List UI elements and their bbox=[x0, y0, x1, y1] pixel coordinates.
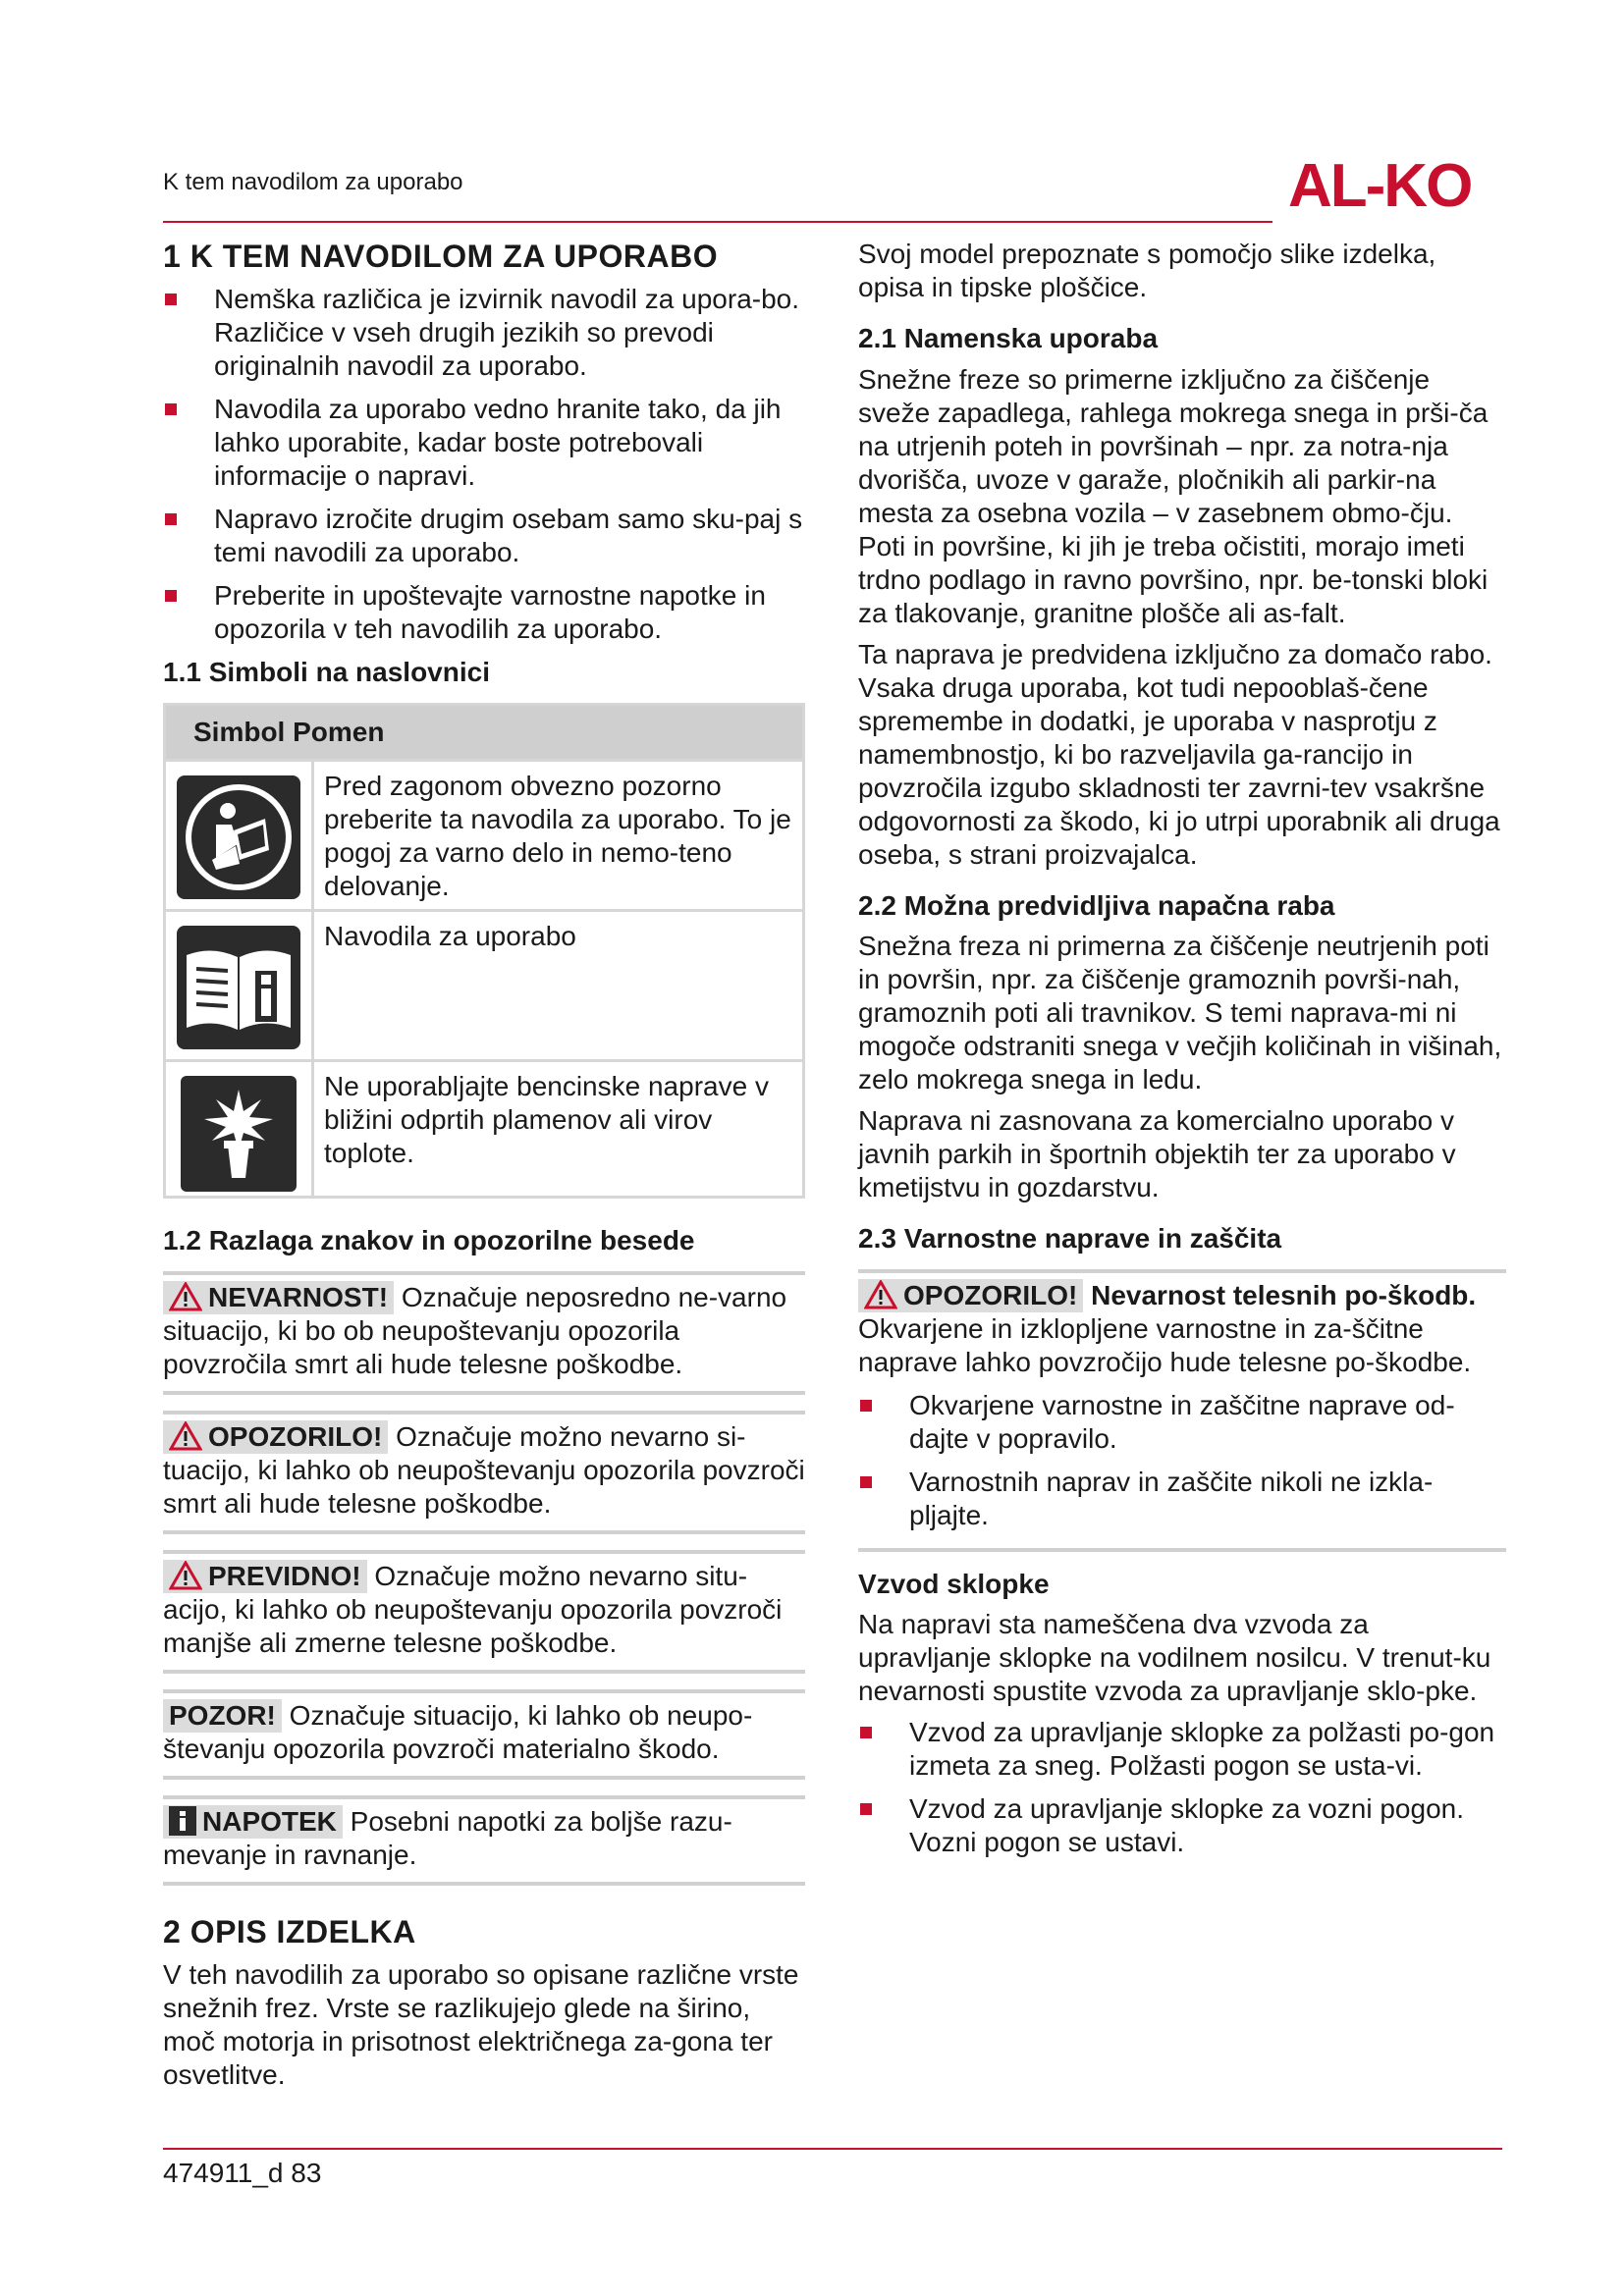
table-row bbox=[166, 909, 802, 1059]
warning-label: OPOZORILO! bbox=[858, 1279, 1083, 1312]
clutch-lever-paragraph: Na napravi sta nameščena dva vzvoda za upravljanje sklopke na vodilnem nosilcu. V trenut-ku nevarnosti spustite vzvoda za upravljanje sklo-pke. bbox=[858, 1609, 1491, 1707]
caution-text: Označuje možno nevarno situ-acijo, ki lahko ob neupoštevanju opozorila povzroči manjše ali zmerne telesne poškodbe. bbox=[163, 1560, 783, 1658]
safety-warning-notice bbox=[858, 1269, 1506, 1552]
bullet-icon bbox=[165, 403, 177, 415]
warning-triangle-icon bbox=[169, 1282, 202, 1311]
misuse-paragraph-2: Naprava ni zasnovana za komercialno uporabo v javnih parkih in športnih objektih ter za uporabo v kmetijstvu in gozdarstvu. bbox=[858, 1105, 1456, 1203]
note-notice bbox=[163, 1795, 805, 1886]
model-paragraph: Svoj model prepoznate s pomočjo slike izdelka, opisa in tipske ploščice. bbox=[858, 239, 1436, 302]
danger-notice bbox=[163, 1271, 805, 1395]
warning-text: Označuje možno nevarno si-tuacijo, ki lahko ob neupoštevanju opozorila povzroči smrt ali hude telesne poškodbe. bbox=[163, 1420, 805, 1519]
clutch-lever-heading: Vzvod sklopke bbox=[858, 1568, 1050, 1599]
bullet-icon bbox=[860, 1803, 872, 1815]
table-row bbox=[166, 759, 802, 909]
warning-notice bbox=[163, 1411, 805, 1534]
bullet-icon bbox=[860, 1400, 872, 1412]
list-item: Okvarjene varnostne in zaščitne naprave od-dajte v popravilo. bbox=[858, 1389, 1506, 1456]
no-open-flame-icon bbox=[181, 1076, 297, 1192]
intended-use-paragraph-1: Snežne freze so primerne izključno za čiščenje sveže zapadlega, rahlega mokrega snega in prši-ča na utrjenih poteh in površinah – npr. za notra-nja dvorišča, uvoze v garaže, pločnikih ali parkir-na mesta za osebna vozila – v zasebnem obmo-čju. Poti in površine, ki jih je treba očistiti, morajo imeti trdno podlago in ravno površino, npr. be-tonski bloki za tlakovanje, granitne plošče ali as-falt. bbox=[858, 363, 1489, 628]
left-column bbox=[163, 238, 805, 2100]
footer-rule bbox=[163, 2148, 1502, 2150]
list-item: Varnostnih naprav in zaščite nikoli ne izkla-pljajte. bbox=[858, 1466, 1506, 1532]
warning-triangle-icon bbox=[864, 1280, 897, 1309]
bullet-icon bbox=[860, 1727, 872, 1738]
attention-notice bbox=[163, 1689, 805, 1780]
warning-label: OPOZORILO! bbox=[163, 1420, 388, 1454]
danger-label: NEVARNOST! bbox=[163, 1281, 394, 1314]
warning-text: Okvarjene in izklopljene varnostne in za-ščitne naprave lahko povzročijo hude telesne po-škodbe. bbox=[858, 1312, 1472, 1377]
clutch-bullets bbox=[858, 1716, 1506, 1859]
right-column bbox=[858, 238, 1506, 1869]
attention-text: Označuje situacijo, ki lahko ob neupo-števanju opozorila povzroči materialno škodo. bbox=[163, 1699, 753, 1764]
caution-notice bbox=[163, 1550, 805, 1674]
section-1-1-heading: 1.1 Simboli na naslovnici bbox=[163, 657, 490, 688]
section-2-heading: 2 OPIS IZDELKA bbox=[163, 1913, 416, 1949]
bullet-icon bbox=[165, 513, 177, 525]
section-1-2-heading: 1.2 Razlaga znakov in opozorilne besede bbox=[163, 1224, 695, 1255]
table-cell: Pred zagonom obvezno pozorno preberite ta navodila za uporabo. To je pogoj za varno delo in nemo-teno delovanje. bbox=[324, 770, 791, 901]
bullet-icon bbox=[165, 294, 177, 305]
bullet-icon bbox=[860, 1476, 872, 1488]
section-2-2-heading: 2.2 Možna predvidljiva napačna raba bbox=[858, 889, 1335, 921]
manual-info-icon bbox=[177, 926, 300, 1049]
section-1-heading: 1 K TEM NAVODILOM ZA UPORABO bbox=[163, 239, 719, 274]
header-rule bbox=[163, 221, 1272, 223]
section-2-3-heading: 2.3 Varnostne naprave in zaščita bbox=[858, 1223, 1282, 1255]
note-text: Posebni napotki za boljše razu-mevanje in ravnanje. bbox=[163, 1805, 732, 1870]
warning-triangle-icon bbox=[169, 1421, 202, 1451]
warning-bold-text: Nevarnost telesnih po-škodb. bbox=[1083, 1279, 1477, 1310]
header-title: K tem navodilom za uporabo bbox=[163, 169, 463, 195]
safety-bullets bbox=[858, 1389, 1506, 1532]
danger-text: Označuje neposredno ne-varno situacijo, ki bo ob neupoštevanju opozorila povzročila smrt ali hude telesne poškodbe. bbox=[163, 1281, 787, 1379]
read-manual-icon bbox=[177, 775, 300, 899]
list-item: Vzvod za upravljanje sklopke za polžasti po-gon izmeta za sneg. Polžasti pogon se usta-vi. bbox=[858, 1716, 1506, 1783]
info-icon bbox=[169, 1806, 196, 1836]
intended-use-paragraph-2: Ta naprava je predvidena izključno za domačo rabo. Vsaka druga uporaba, kot tudi nepooblaš-čene spremembe in dodatki, je uporaba v nasprotju z namembnostjo, ki bo razveljavila ga-rancijo in povzročila izgubo skladnosti ter zavrni-tev vsakršne odgovornosti za škodo, ki jo utrpi uporabnik ali druga oseba, s strani proizvajalca. bbox=[858, 638, 1500, 870]
warning-triangle-icon bbox=[169, 1561, 202, 1590]
list-item: Nemška različica je izvirnik navodil za upora-bo. Različice v vseh drugih jezikih so prevodi originalnih navodil za uporabo. bbox=[163, 283, 805, 383]
caution-label: PREVIDNO! bbox=[163, 1560, 367, 1593]
list-item: Napravo izročite drugim osebam samo sku-paj s temi navodili za uporabo. bbox=[163, 503, 805, 569]
list-item: Preberite in upoštevajte varnostne napotke in opozorila v teh navodilih za uporabo. bbox=[163, 579, 805, 646]
intro-bullets bbox=[163, 283, 805, 646]
table-cell: Navodila za uporabo bbox=[324, 920, 576, 951]
list-item: Vzvod za upravljanje sklopke za vozni pogon. Vozni pogon se ustavi. bbox=[858, 1792, 1506, 1859]
section-2-paragraph: V teh navodilih za uporabo so opisane različne vrste snežnih frez. Vrste se razlikujejo glede na širino, moč motorja in prisotnost električnega za-gona ter osvetlitve. bbox=[163, 1958, 799, 2090]
table-cell: Ne uporabljajte bencinske naprave v bližini odprtih plamenov ali virov toplote. bbox=[324, 1070, 769, 1168]
table-row bbox=[166, 1059, 802, 1196]
alko-logo bbox=[1286, 149, 1502, 218]
logo-text: AL-KO bbox=[1288, 152, 1472, 218]
symbols-table bbox=[163, 703, 805, 1199]
page-footer: 474911_d 83 bbox=[163, 2158, 322, 2188]
section-2-1-heading: 2.1 Namenska uporaba bbox=[858, 323, 1159, 353]
list-item: Navodila za uporabo vedno hranite tako, da jih lahko uporabite, kadar boste potrebovali informacije o napravi. bbox=[163, 393, 805, 493]
bullet-icon bbox=[165, 590, 177, 602]
note-label: NAPOTEK bbox=[163, 1805, 343, 1839]
misuse-paragraph-1: Snežna freza ni primerna za čiščenje neutrjenih poti in površin, npr. za čiščenje gramoznih površi-nah, gramoznih poti ali travnikov. S temi naprava-mi ni mogoče odstraniti snega v večjih količinah in višinah, zelo mokrega snega in ledu. bbox=[858, 931, 1502, 1095]
table-header: Simbol Pomen bbox=[166, 706, 802, 759]
attention-label: POZOR! bbox=[163, 1699, 282, 1733]
